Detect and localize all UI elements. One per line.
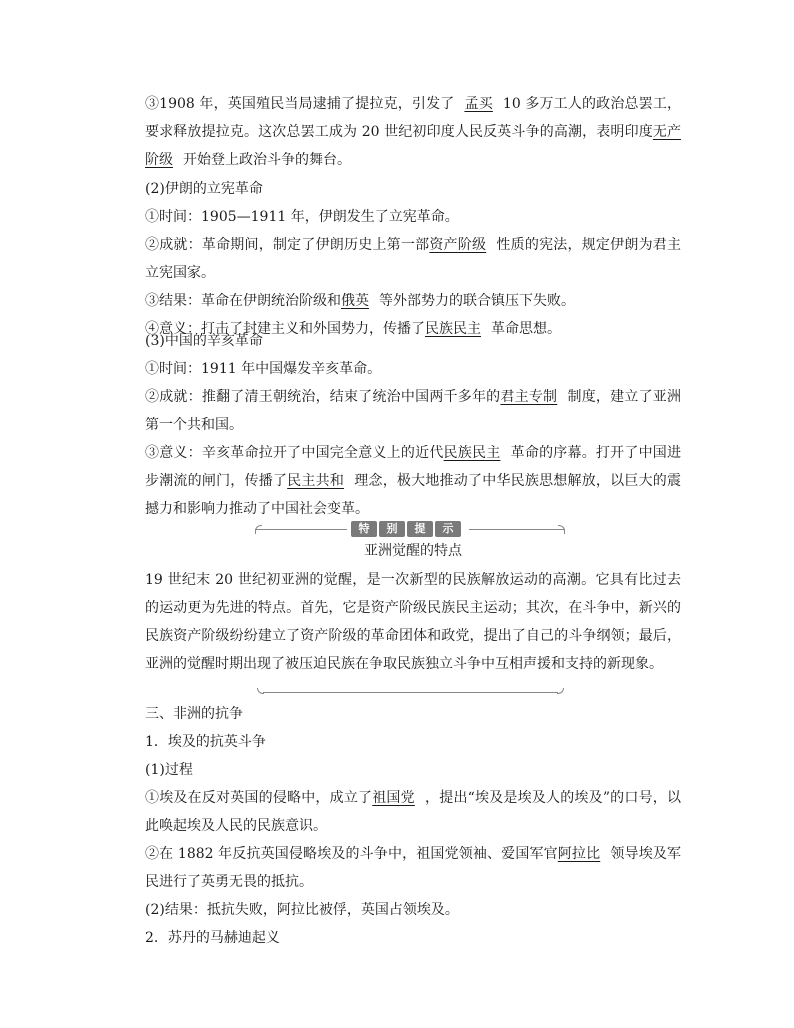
blank-answer: 祖国党 [372,790,415,806]
china-section: (3)中国的辛亥革命 ①时间：1911 年中国爆发辛亥革命。 ②成就：推翻了清王朝统治，结束了统治中国两千多年的君主专制 制度，建立了亚洲第一个共和国。 ③意义：辛亥革命拉开了中国完全意义上的近代民族民主 革命的序幕。打开了中国进步潮流的闸门，传播了民主共和 理念，极大地推动了中华民族思想解放，以巨大的震撼力和影响力推动了中国社会变革。 [145,327,681,523]
africa-section: 三、非洲的抗争 1．埃及的抗英斗争 (1)过程 ①埃及在反对英国的侵略中，成立了祖国党 ，提出“埃及是埃及人的埃及”的口号，以此唤起埃及人民的民族意识。 ②在 1882 年反抗英国侵略埃及的斗争中，祖国党领袖、爱国军官阿拉比 领导埃及军民进行了英勇无畏的抵抗。 (2)结果：抵抗失败，阿拉比被俘，英国占领埃及。 2．苏丹的马赫迪起义 [145,700,681,952]
section-heading: (2)伊朗的立宪革命 [145,181,263,197]
section-heading: 三、非洲的抗争 [145,706,243,722]
india-strike-paragraph: ③1908 年，英国殖民当局逮捕了提拉克，引发了 孟买 10 多万工人的政治总罢工，要求释放提拉克。这次总罢工成为 20 世纪初印度人民反英斗争的高潮，表明印度无产阶级 开始登上政治斗争的舞台。 [145,96,682,168]
tip-bottom-rule [257,688,564,694]
tip-char: 示 [435,521,461,537]
blank-answer: 阿拉比 [557,846,601,862]
blank-answer: 民族民主 [443,445,501,461]
subsection-heading: 1．埃及的抗英斗争 [145,734,266,750]
blank-answer: 俄英 [341,293,369,309]
subsection-heading: 2．苏丹的马赫迪起义 [145,930,280,946]
iran-section: (2)伊朗的立宪革命 ①时间：1905—1911 年，伊朗发生了立宪革命。 ②成就：革命期间，制定了伊朗历史上第一部资产阶级 性质的宪法，规定伊朗为君主立宪国家。 ③结果：革命在伊朗统治阶级和俄英 等外部势力的联合镇压下失败。 ④意义：打击了封建主义和外国势力，传播了民族民主 革命思想。 [145,175,681,343]
blank-answer: 民族民主 [425,321,481,337]
section-heading: (3)中国的辛亥革命 [145,333,263,349]
blank-answer: 孟买 [464,96,493,112]
tip-body: 19 世纪末 20 世纪初亚洲的觉醒，是一次新型的民族解放运动的高潮。它具有比过去的运动更为先进的特点。首先，它是资产阶级民族民主运动；其次，在斗争中，新兴的民族资产阶级纷纷建立了资产阶级的革命团体和政党，提出了自己的斗争纲领；最后，亚洲的觉醒时期出现了被压迫民族在争取民族独立斗争中互相声援和支持的新现象。 [145,572,681,672]
blank-answer: 资产阶级 [429,237,487,253]
tip-char: 特 [351,521,377,537]
tip-char: 提 [407,521,433,537]
blank-answer: 君主专制 [500,389,558,405]
tip-title: 亚洲觉醒的特点 [364,543,462,559]
special-tip-banner [255,521,565,537]
blank-answer: 无产阶级 [145,124,682,168]
tip-char: 别 [379,521,405,537]
blank-answer: 民主共和 [287,473,345,489]
